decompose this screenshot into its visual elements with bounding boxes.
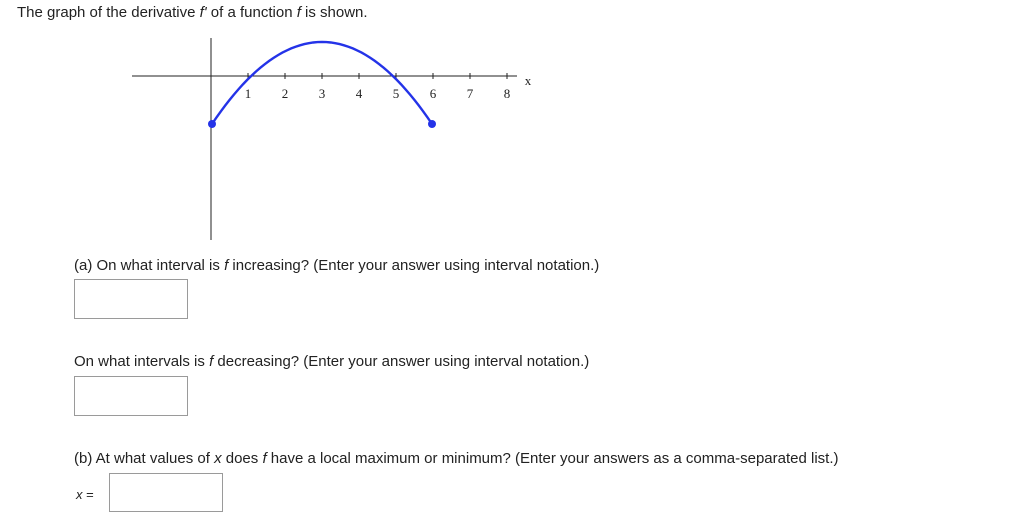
x-tick-label: 2 <box>281 86 289 101</box>
f-symbol: f <box>209 353 214 370</box>
x-tick-label: 3 <box>318 86 326 101</box>
x-ticks <box>245 73 511 101</box>
x-tick-label: 7 <box>466 86 474 101</box>
derivative-curve <box>212 42 432 124</box>
decreasing-answer-input[interactable] <box>74 376 188 416</box>
curve-start-point <box>208 120 216 128</box>
x-tick-label: 1 <box>244 86 252 101</box>
question-decreasing: On what intervals is f decreasing? (Enter your answer using interval notation.) <box>74 353 590 370</box>
question-extrema: (b) At what values of x does f have a local maximum or minimum? (Enter your answers as a comma-separated list.) <box>74 450 839 467</box>
x-tick-label: 5 <box>392 86 400 101</box>
f-symbol: f <box>296 4 301 21</box>
x-tick-label: 6 <box>429 86 437 101</box>
question-increasing: (a) On what interval is f increasing? (Enter your answer using interval notation.) <box>74 257 600 274</box>
f-symbol: f <box>262 450 267 467</box>
extrema-answer-input[interactable] <box>109 473 223 512</box>
intro-text: The graph of the derivative f' of a function f is shown. <box>17 4 368 21</box>
curve-end-point <box>428 120 436 128</box>
x-tick-label: 8 <box>503 86 511 101</box>
f-symbol: f <box>224 257 229 274</box>
x-tick-label: 4 <box>355 86 363 101</box>
x-equals-label: x = <box>76 487 94 502</box>
increasing-answer-input[interactable] <box>74 279 188 319</box>
x-axis-label: x <box>524 73 532 88</box>
f-prime-symbol: f' <box>199 4 207 21</box>
x-symbol: x <box>214 450 222 467</box>
